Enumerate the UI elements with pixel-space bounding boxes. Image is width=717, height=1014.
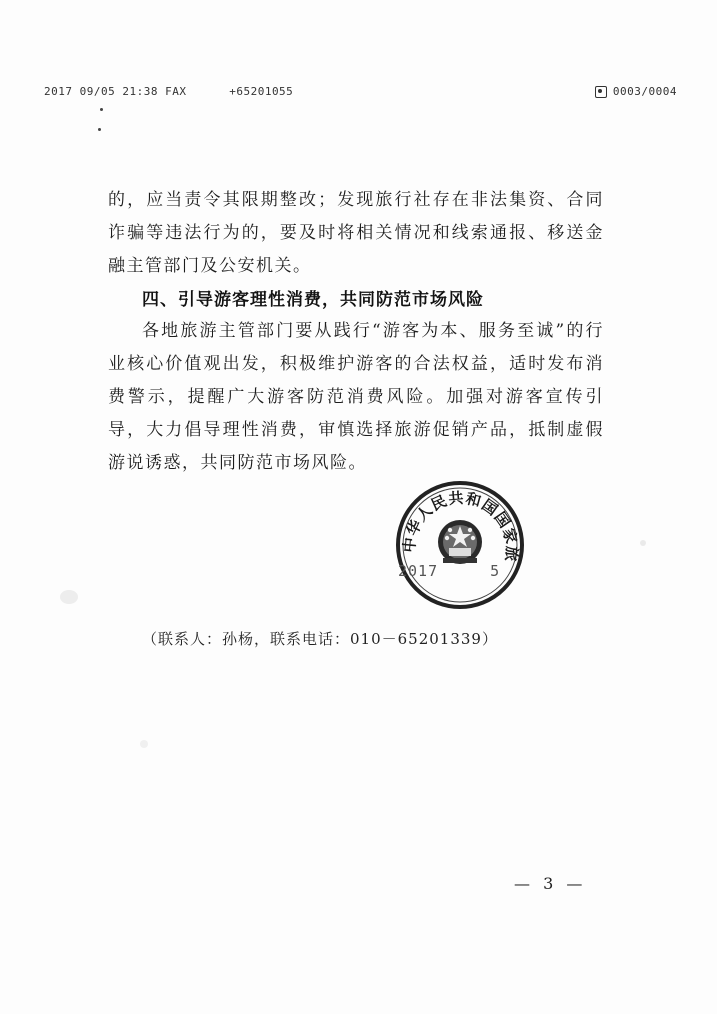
section-heading: 四、引导游客理性消费，共同防范市场风险 xyxy=(142,290,484,310)
fax-datetime: 2017 09/05 21:38 FAX +65201055 xyxy=(44,85,294,98)
national-emblem-icon xyxy=(438,520,482,564)
page-number: — 3 — xyxy=(514,874,587,893)
scan-dot xyxy=(100,108,103,111)
scan-dot xyxy=(98,128,101,131)
contact-info: （联系人：孙杨，联系电话：010－65201339） xyxy=(142,630,498,648)
svg-text:中华人民共和国国家旅游局: 中华人民共和国国家旅 xyxy=(400,488,521,563)
scan-smudge xyxy=(640,540,646,546)
official-seal xyxy=(393,478,528,613)
fax-header xyxy=(44,85,677,105)
scan-smudge xyxy=(60,590,78,604)
seal-date: 2017 5 xyxy=(398,562,501,580)
continued-paragraph: 的，应当责令其限期整改；发现旅行社存在非法集资、合同诈骗等违法行为的，要及时将相关情况和线索通报、移送金融主管部门及公安机关。 xyxy=(108,190,604,276)
scan-smudge xyxy=(140,740,148,748)
fax-number: +65201055 xyxy=(229,85,294,98)
fax-page-icon xyxy=(595,86,607,98)
section-paragraph: 各地旅游主管部门要从践行“游客为本、服务至诚”的行业核心价值观出发，积极维护游客的合法权益，适时发布消费警示，提醒广大游客防范消费风险。加强对游客宣传引导，大力倡导理性消费，审慎选择旅游促销产品，抵制虚假游说诱惑，共同防范市场风险。 xyxy=(108,321,604,473)
fax-page-counter: 0003/0004 xyxy=(595,85,677,98)
